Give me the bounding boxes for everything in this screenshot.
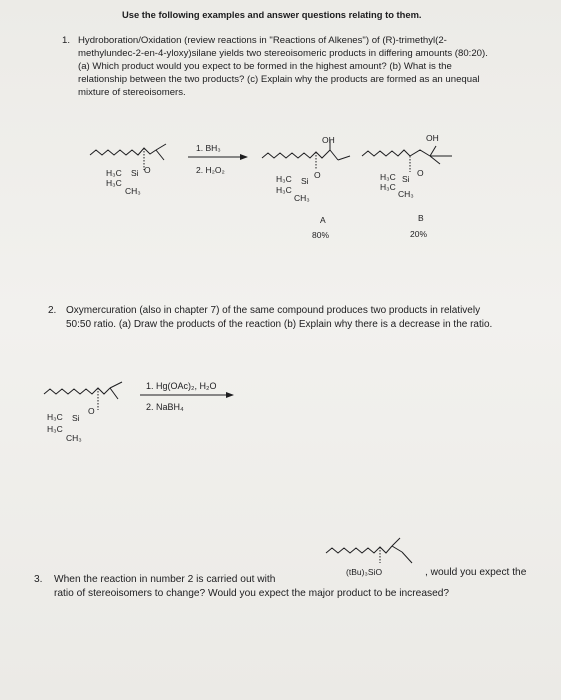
- product-a-h3c-top: H₃C: [276, 174, 292, 184]
- product-b-percent: 20%: [410, 229, 428, 239]
- q2-starting-material: [44, 382, 122, 410]
- q2-reagent-1: 1. Hg(OAc)₂, H₂O: [146, 381, 217, 391]
- product-b-structure: [362, 146, 452, 172]
- product-a-structure: [262, 140, 350, 170]
- q3-text-line-2: ratio of stereoisomers to change? Would you expect the major product to be increased?: [54, 588, 450, 599]
- q1-reagent-1: 1. BH₃: [196, 143, 221, 153]
- product-a-si: Si: [301, 176, 309, 186]
- q1-text-line-4: relationship between the two products? (c) Explain why the products are formed as an unequal: [78, 74, 480, 85]
- q3-structure: [326, 538, 412, 563]
- q2-sm-h3c-bottom: H₃C: [47, 424, 63, 434]
- product-b-h3c-bottom: H₃C: [380, 182, 396, 192]
- q1-sm-h3c-bottom: H₃C: [106, 178, 122, 188]
- product-a-label: A: [320, 215, 326, 225]
- q2-reagent-2: 2. NaBH₄: [146, 402, 184, 412]
- q1-reagent-2: 2. H₂O₂: [196, 165, 225, 175]
- q1-text-line-3: (a) Which product would you expect to be formed in the highest amount? (b) What is the: [78, 61, 452, 72]
- product-a-ch3: CH₃: [294, 193, 310, 203]
- q2-sm-h3c-top: H₃C: [47, 412, 63, 422]
- q2-sm-si: Si: [72, 413, 80, 423]
- q1-number: 1.: [62, 35, 71, 46]
- q2-number: 2.: [48, 305, 57, 316]
- q3-number: 3.: [34, 574, 43, 585]
- product-b-h3c-top: H₃C: [380, 172, 396, 182]
- product-b-ch3: CH₃: [398, 189, 414, 199]
- product-b-o: O: [417, 168, 424, 178]
- q2-text-line-1: Oxymercuration (also in chapter 7) of the same compound produces two products in relatively: [66, 305, 481, 316]
- q3-silyl-group: (tBu)₃SiO: [346, 567, 383, 577]
- product-b-oh: OH: [426, 133, 439, 143]
- product-a-h3c-bottom: H₃C: [276, 185, 292, 195]
- q1-sm-si: Si: [131, 168, 139, 178]
- q1-text-line-2: methylundec-2-en-4-yloxy)silane yields two stereoisomeric products in differing amounts (80:20).: [78, 48, 488, 59]
- q1-text-line-5: mixture of stereoisomers.: [78, 87, 186, 98]
- q1-text-line-1: Hydroboration/Oxidation (review reactions in "Reactions of Alkenes") of (R)-trimethyl(2-: [78, 35, 447, 46]
- q2-sm-o: O: [88, 406, 95, 416]
- q1-sm-o: O: [144, 165, 151, 175]
- product-b-label: B: [418, 213, 424, 223]
- product-a-percent: 80%: [312, 230, 330, 240]
- q3-text-line-1-start: When the reaction in number 2 is carried out with: [54, 574, 276, 585]
- q2-sm-ch3: CH₃: [66, 433, 82, 443]
- q1-sm-ch3: CH₃: [125, 186, 141, 196]
- product-b-si: Si: [402, 174, 410, 184]
- product-a-o: O: [314, 170, 321, 180]
- instructions-header: Use the following examples and answer questions relating to them.: [122, 9, 422, 20]
- q3-text-line-1-end: , would you expect the: [425, 567, 527, 578]
- q1-starting-material: [90, 144, 166, 170]
- q1-sm-h3c-top: H₃C: [106, 168, 122, 178]
- product-a-oh: OH: [322, 135, 335, 145]
- q2-text-line-2: 50:50 ratio. (a) Draw the products of the reaction (b) Explain why there is a decrease in the ratio.: [66, 319, 493, 330]
